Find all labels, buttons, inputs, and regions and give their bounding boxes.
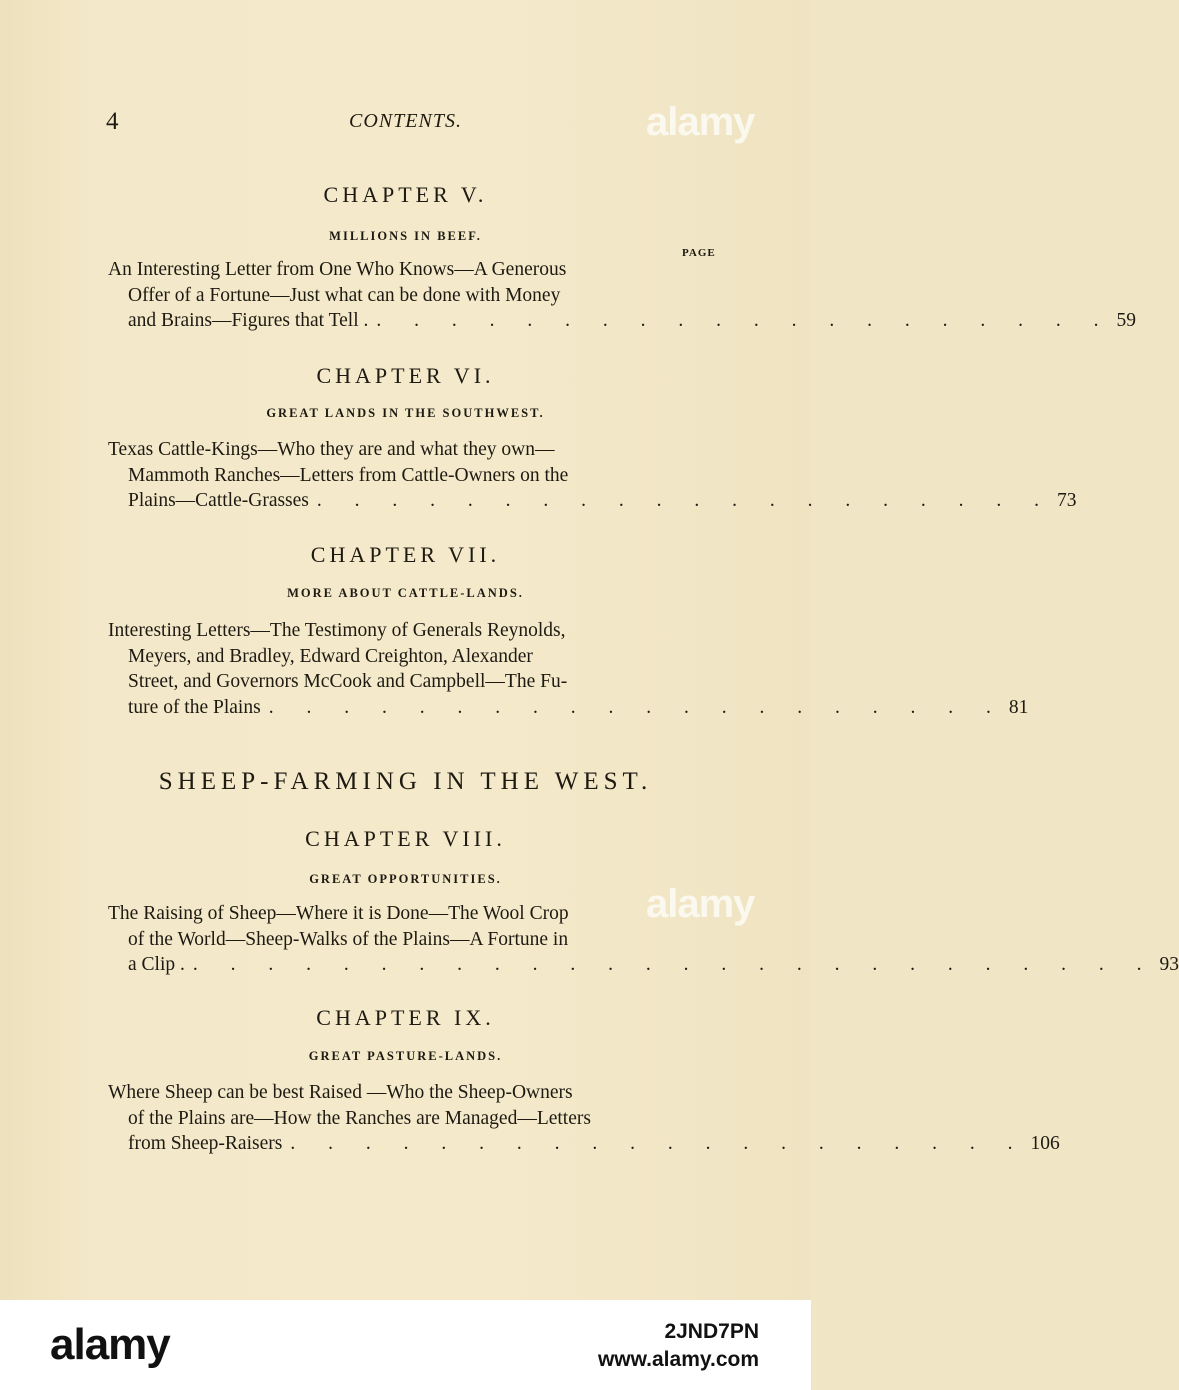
dot-leader: . . . . . . . . . . . . . . . . . . . . [290,1133,1027,1154]
page-reference: 73 [1057,490,1077,511]
entry-line-leader [108,308,1136,334]
entry-line: The Raising of Sheep—Where it is Done—The Wool Crop [108,903,569,924]
chapter-subtitle: GREAT PASTURE-LANDS. [308,1049,503,1063]
entry-line: from Sheep-Raisers [128,1133,283,1154]
dot-leader: . . . . . . . . . . . . . . . . . . . . . . . . . . [192,954,1156,975]
toc-entry [108,437,1077,514]
dot-leader: . . . . . . . . . . . . . . . . . . . . [376,310,1113,331]
entry-line: Offer of a Fortune—Just what can be done with Money [128,284,561,306]
page-reference: 59 [1116,310,1136,331]
dot-leader: . . . . . . . . . . . . . . . . . . . . [316,490,1054,511]
chapter-subtitle: MILLIONS IN BEEF. [329,229,482,243]
entry-line: Where Sheep can be best Raised —Who the Sheep-Owners [108,1082,573,1103]
entry-line: Interesting Letters—The Testimony of Generals Reynolds, [108,620,566,641]
chapter-subtitle: MORE ABOUT CATTLE-LANDS. [287,586,524,600]
dot-leader: . . . . . . . . . . . . . . . . . . . . [268,696,1005,718]
image-credit [598,1318,759,1374]
entry-line-leader [108,952,1179,978]
watermark-logo: alamy [646,882,755,926]
chapter-subtitle: GREAT OPPORTUNITIES. [309,872,502,886]
page-column-label: PAGE [682,247,716,259]
chapter-title: CHAPTER VI. [316,363,495,388]
page-reference: 106 [1030,1133,1060,1154]
entry-line: ture of the Plains [128,696,261,718]
entry-line: Street, and Governors McCook and Campbell—The Fu- [128,671,568,692]
chapter-title: CHAPTER VII. [310,542,501,567]
toc-entry [108,257,1136,334]
chapter-title: CHAPTER IX. [316,1005,495,1030]
entry-line: An Interesting Letter from One Who Knows—A Generous [108,259,567,280]
entry-line: Plains—Cattle-Grasses [128,490,309,511]
entry-line-leader [108,1131,1060,1157]
stock-footer [0,1300,811,1390]
entry-line: and Brains—Figures that Tell . [128,310,369,331]
entry-line-leader [108,488,1077,514]
page-number: 4 [106,108,119,135]
entry-line: Meyers, and Bradley, Edward Creighton, Alexander [128,645,533,667]
alamy-logo: alamy [50,1320,170,1369]
image-id: 2JND7PN [664,1320,759,1343]
entry-line: Texas Cattle-Kings—Who they are and what they own— [108,439,555,460]
entry-line: Mammoth Ranches—Letters from Cattle-Owners on the [128,464,569,486]
toc-entry [108,1080,1060,1157]
running-title: CONTENTS. [349,110,462,132]
entry-line: a Clip . [128,954,185,975]
chapter-title: CHAPTER V. [323,182,488,207]
page-reference: 93 [1159,954,1179,975]
entry-line: of the Plains are—How the Ranches are Managed—Letters [128,1107,591,1129]
entry-line: of the World—Sheep-Walks of the Plains—A Fortune in [128,928,569,950]
page-reference: 81 [1008,696,1029,718]
entry-line-leader [108,695,1029,721]
site-url: www.alamy.com [597,1348,759,1371]
watermark-logo: alamy [646,100,755,144]
chapter-subtitle: GREAT LANDS IN THE SOUTHWEST. [266,406,545,420]
toc-entry [108,618,1029,720]
section-heading: SHEEP-FARMING IN THE WEST. [158,768,653,795]
chapter-title: CHAPTER VIII. [305,826,506,851]
